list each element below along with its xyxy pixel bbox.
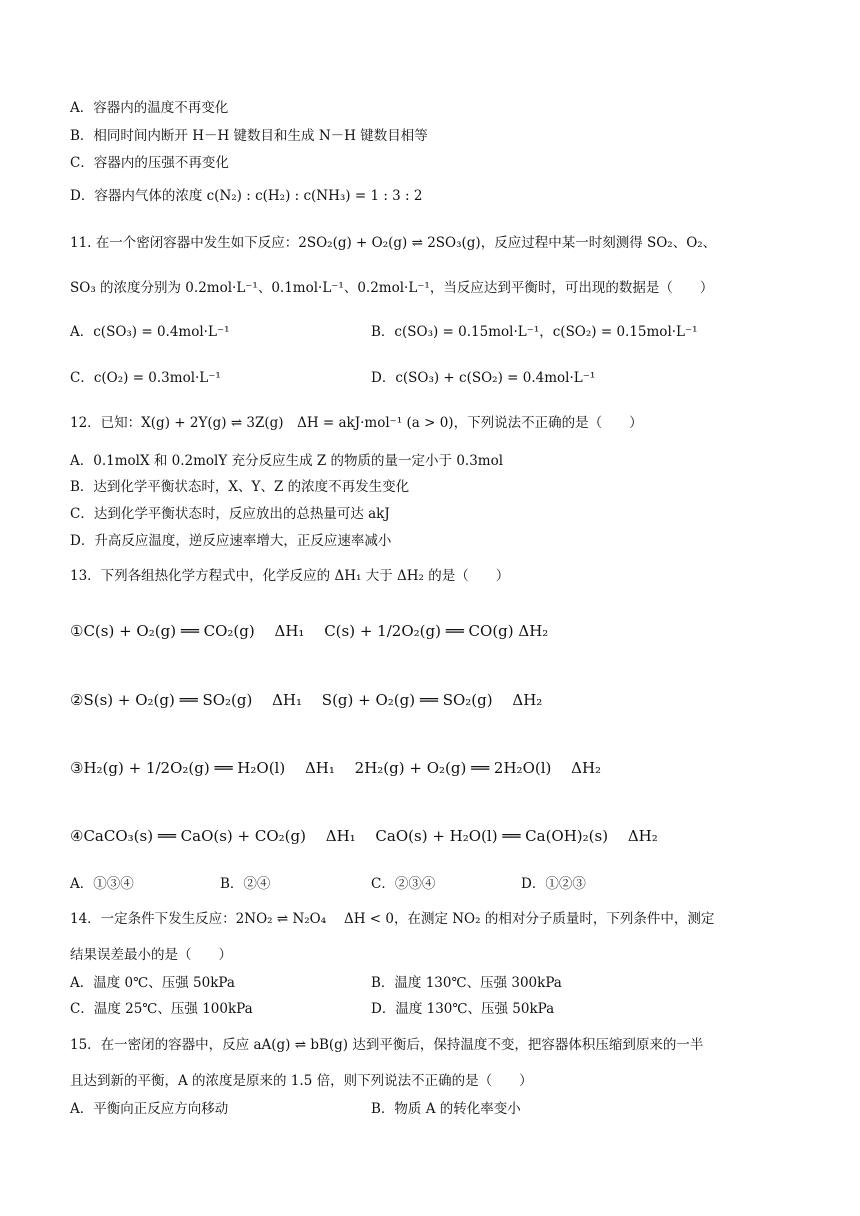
q11-stem-line2: SO₃ 的浓度分别为 0.2mol·L⁻¹、0.1mol·L⁻¹、0.2mol·L⁻¹，当反应达到平衡时，可出现的数据是（ ）	[70, 280, 714, 296]
q11-option-a: A．c(SO₃) = 0.4mol·L⁻¹	[70, 324, 230, 340]
q13-option-d: D．①②③	[521, 876, 586, 892]
q14-stem-line2: 结果误差最小的是（ ）	[70, 947, 232, 963]
q13-equation-1: ①C(s) + O₂(g) ══ CO₂(g) ΔH₁ C(s) + 1/2O₂(g) ══ CO(g) ΔH₂	[70, 622, 549, 640]
q12-option-d: D．升高反应温度，逆反应速率增大，正反应速率减小	[70, 533, 392, 549]
q14-stem-line1: 14．一定条件下发生反应：2NO₂ ⇌ N₂O₄ ΔH < 0，在测定 NO₂ 的相对分子质量时，下列条件中，测定	[70, 911, 715, 927]
q13-option-c: C．②③④	[371, 876, 436, 892]
q13-option-b: B．②④	[220, 876, 271, 892]
q15-stem-line2: 且达到新的平衡，A 的浓度是原来的 1.5 倍，则下列说法不正确的是（ ）	[70, 1073, 533, 1089]
q14-option-b: B．温度 130℃、压强 300kPa	[371, 975, 562, 991]
q13-equation-2: ②S(s) + O₂(g) ══ SO₂(g) ΔH₁ S(g) + O₂(g) ══ SO₂(g) ΔH₂	[70, 691, 543, 709]
q15-stem-line1: 15．在一密闭的容器中，反应 aA(g) ⇌ bB(g) 达到平衡后，保持温度不变，把容器体积压缩到原来的一半	[70, 1037, 704, 1053]
q14-option-c: C．温度 25℃、压强 100kPa	[70, 1001, 253, 1017]
q12-option-a: A．0.1molX 和 0.2molY 充分反应生成 Z 的物质的量一定小于 0.3mol	[70, 453, 504, 469]
q10-option-d: D．容器内气体的浓度 c(N₂) : c(H₂) : c(NH₃) = 1 : 3 : 2	[70, 188, 423, 204]
q14-option-a: A．温度 0℃、压强 50kPa	[70, 975, 235, 991]
q10-option-c: C．容器内的压强不再变化	[70, 155, 229, 171]
q13-stem: 13．下列各组热化学方程式中，化学反应的 ΔH₁ 大于 ΔH₂ 的是（ ）	[70, 568, 510, 584]
q10-option-b: B．相同时间内断开 H－H 键数目和生成 N－H 键数目相等	[70, 128, 428, 144]
q12-stem: 12．已知：X(g) + 2Y(g) ⇌ 3Z(g) ΔH = akJ·mol⁻¹ (a > 0)，下列说法不正确的是（ ）	[70, 415, 643, 431]
q13-equation-3: ③H₂(g) + 1/2O₂(g) ══ H₂O(l) ΔH₁ 2H₂(g) + O₂(g) ══ 2H₂O(l) ΔH₂	[70, 759, 602, 777]
q15-option-b: B．物质 A 的转化率变小	[371, 1101, 521, 1117]
q13-equation-4: ④CaCO₃(s) ══ CaO(s) + CO₂(g) ΔH₁ CaO(s) + H₂O(l) ══ Ca(OH)₂(s) ΔH₂	[70, 827, 658, 845]
q11-stem-line1: 11. 在一个密闭容器中发生如下反应：2SO₂(g) + O₂(g) ⇌ 2SO₃(g)，反应过程中某一时刻测得 SO₂、O₂、	[70, 235, 717, 251]
q11-option-b: B．c(SO₃) = 0.15mol·L⁻¹，c(SO₂) = 0.15mol·L⁻¹	[371, 324, 698, 340]
q12-option-c: C．达到化学平衡状态时，反应放出的总热量可达 akJ	[70, 506, 390, 522]
q11-option-c: C．c(O₂) = 0.3mol·L⁻¹	[70, 370, 221, 386]
q10-option-a: A．容器内的温度不再变化	[70, 100, 229, 116]
q13-option-a: A．①③④	[70, 876, 134, 892]
q12-option-b: B．达到化学平衡状态时，X、Y、Z 的浓度不再发生变化	[70, 479, 410, 495]
q11-option-d: D．c(SO₃) + c(SO₂) = 0.4mol·L⁻¹	[371, 370, 596, 386]
q14-option-d: D．温度 130℃、压强 50kPa	[371, 1001, 555, 1017]
q15-option-a: A．平衡向正反应方向移动	[70, 1101, 229, 1117]
